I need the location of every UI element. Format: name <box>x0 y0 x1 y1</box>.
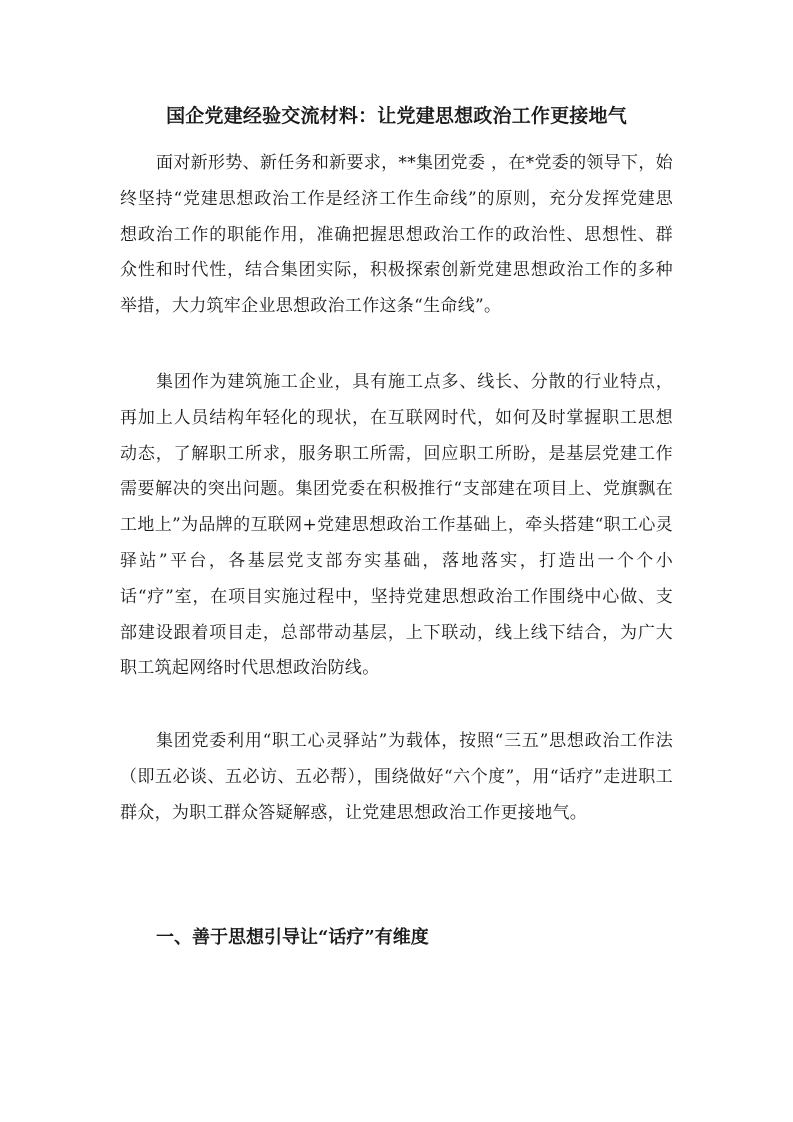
paragraph-1: 面对新形势、新任务和新要求，**集团党委 ，在*党委的领导下，始终坚持“党建思想政治工作是经济工作生命线”的原则，充分发挥党建思想政治工作的职能作用，准确把握思想政治工作的政治性、思想性、群众性和时代性，结合集团实际，积极探索创新党建思想政治工作的多种举措，大力筑牢企业思想政治工作这条“生命线”。 <box>120 153 673 317</box>
paragraph-2: 集团作为建筑施工企业，具有施工点多、线长、分散的行业特点，再加上人员结构年轻化的现状，在互联网时代，如何及时掌握职工思想动态，了解职工所求，服务职工所需，回应职工所盼，是基层党建工作需要解决的突出问题。集团党委在积极推行“支部建在项目上、党旗飘在工地上”为品牌的互联网+党建思想政治工作基础上，牵头搭建“职工心灵驿站”平台，各基层党支部夯实基础，落地落实，打造出一个个小话“疗”室，在项目实施过程中，坚持党建思想政治工作围绕中心做、支部建设跟着项目走，总部带动基层，上下联动，线上线下结合，为广大职工筑起网络时代思想政治防线。 <box>120 372 673 679</box>
paragraph-3: 集团党委利用“职工心灵驿站”为载体，按照“三五”思想政治工作法（即五必谈、五必访、五必帮），围绕做好“六个度”，用“话疗”走进职工群众，为职工群众答疑解惑，让党建思想政治工作更接地气。 <box>120 731 673 823</box>
document-title: 国企党建经验交流材料：让党建思想政治工作更接地气 <box>166 105 627 127</box>
section-heading-1: 一、善于思想引导让“话疗”有维度 <box>156 927 429 948</box>
